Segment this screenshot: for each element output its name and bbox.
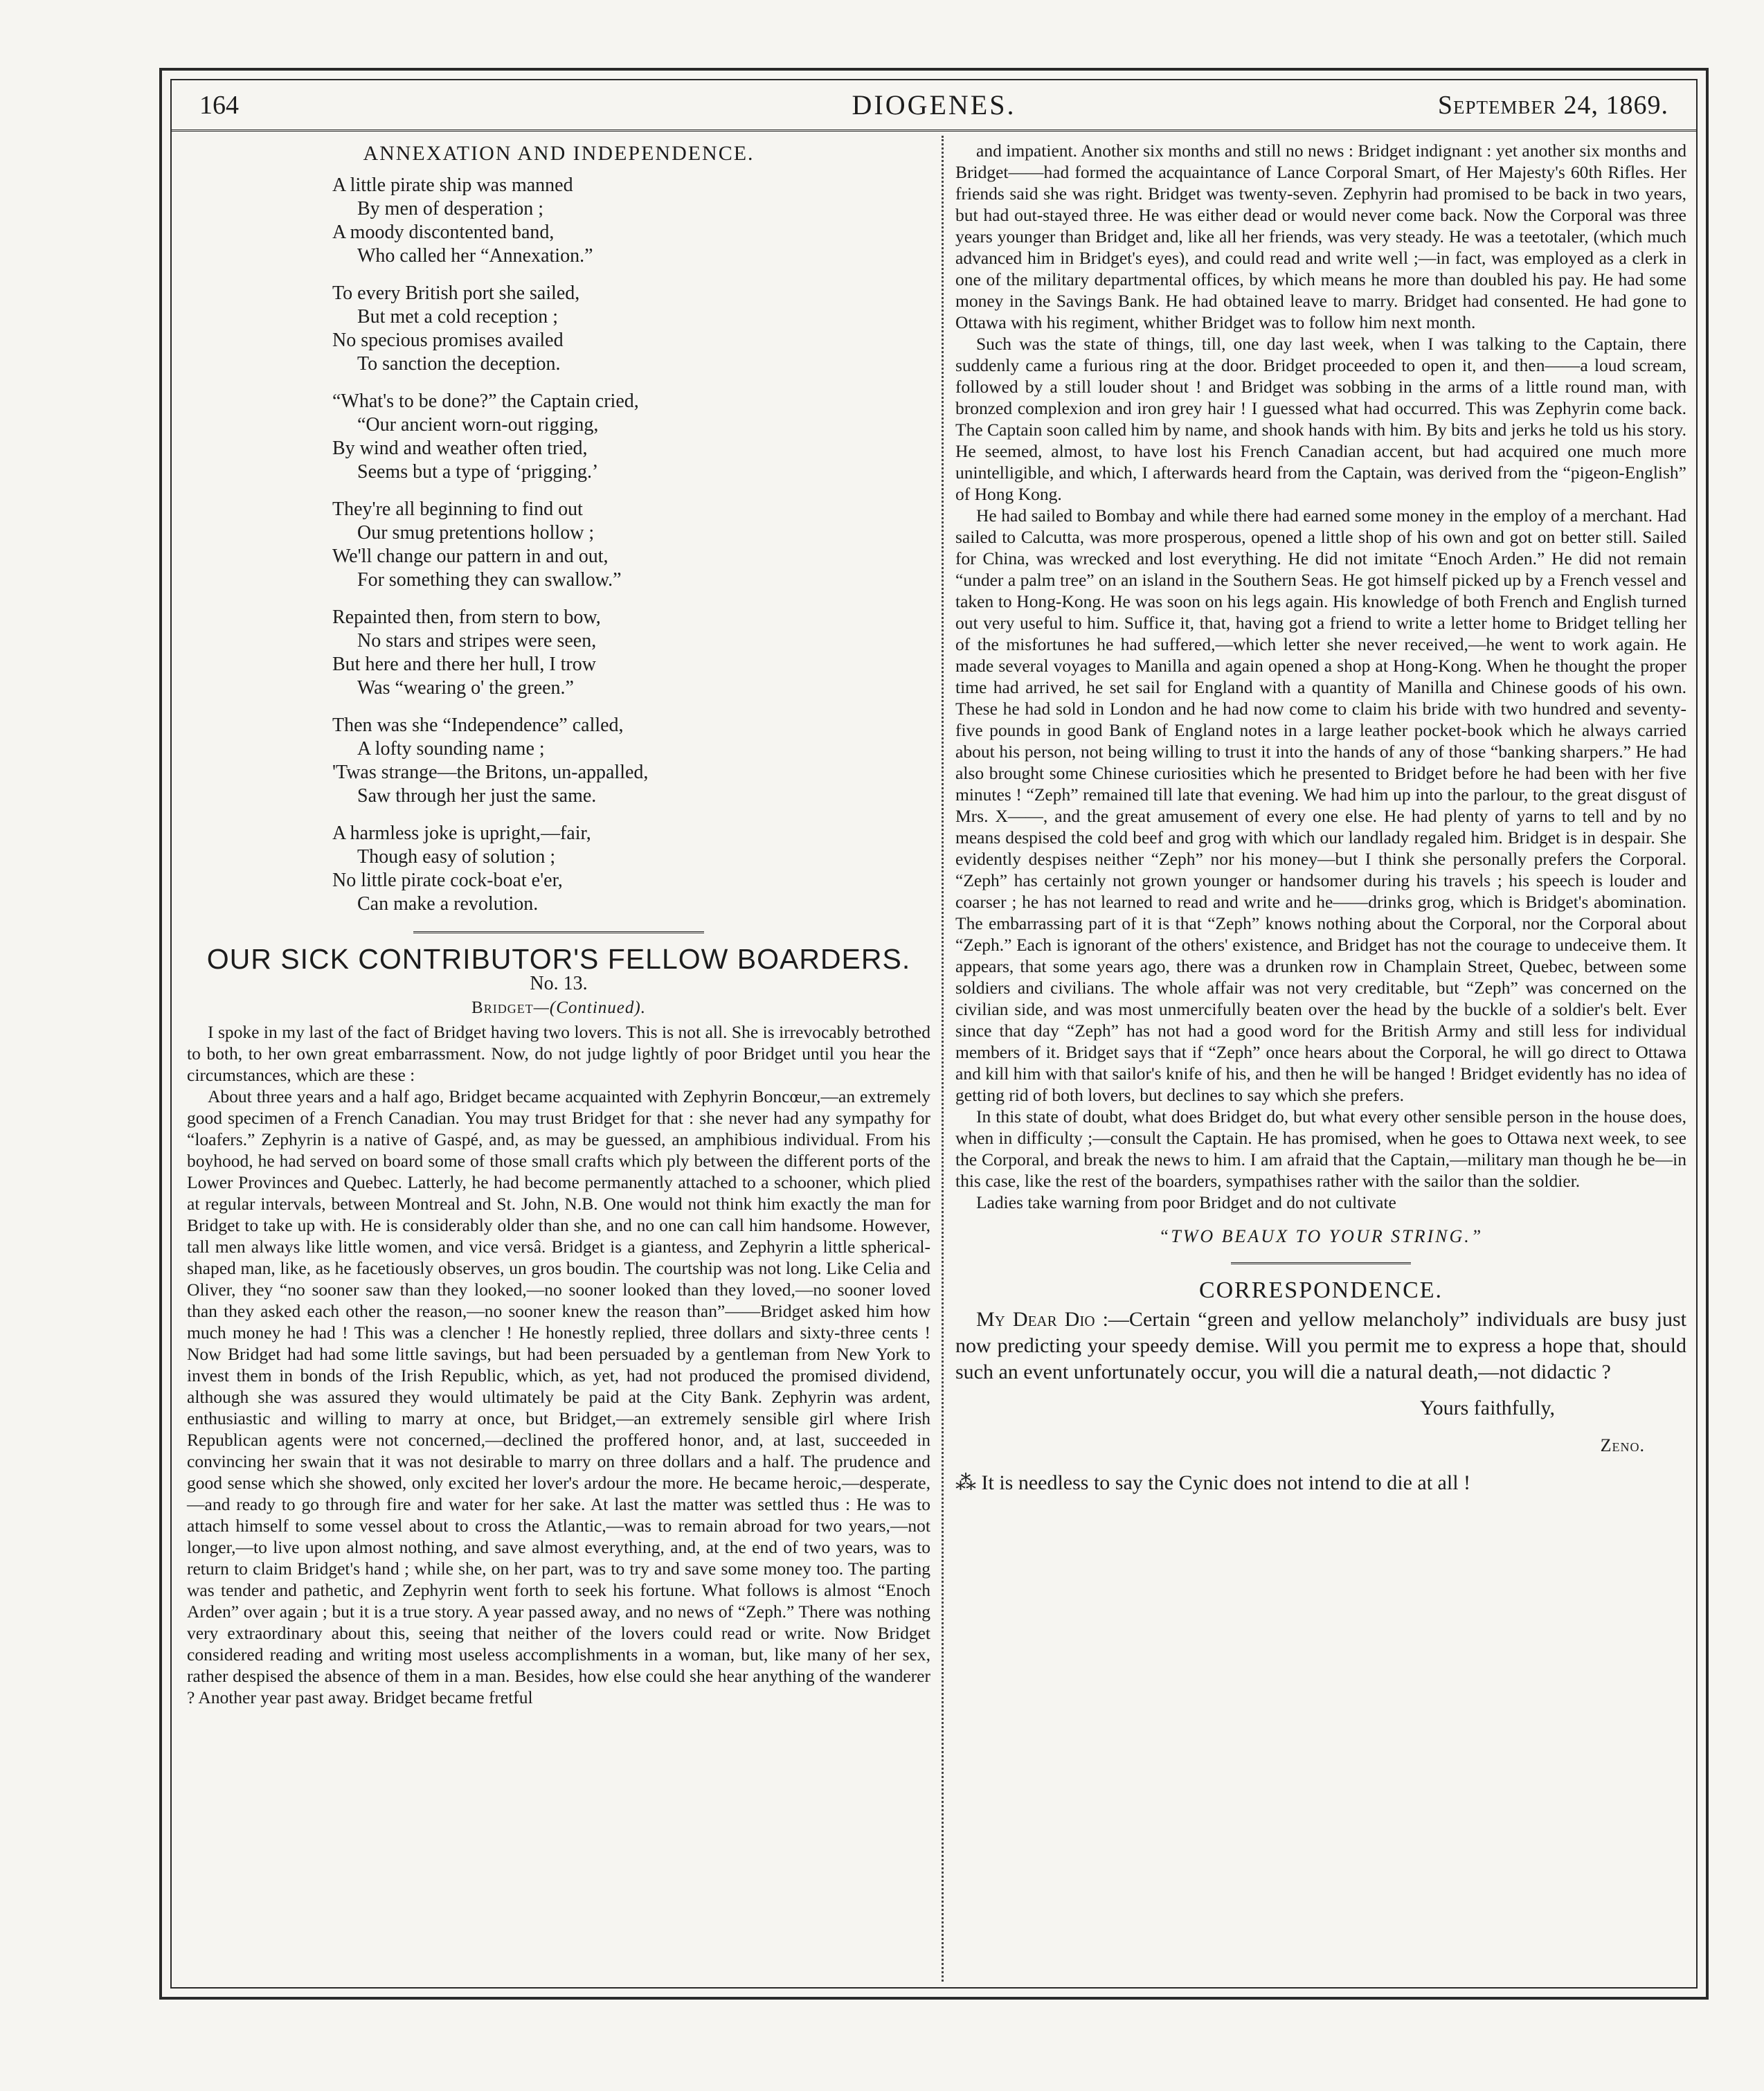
poem-line: To sanction the deception. (357, 353, 561, 375)
left-column (181, 140, 937, 1980)
poem-title: ANNEXATION AND INDEPENDENCE. (363, 142, 755, 165)
poem-line: “What's to be done?” the Captain cried, (332, 391, 639, 412)
poem-line: A lofty sounding name ; (357, 738, 545, 760)
poem-stanza (332, 606, 930, 700)
poem-line: For something they can swallow.” (357, 569, 622, 591)
poem-line: Saw through her just the same. (357, 785, 597, 807)
poem-line: A moody discontented band, (332, 222, 555, 243)
story-paragraph: About three years and a half ago, Bridget became acquainted with Zephyrin Boncœur,—an extremely good specimen of a French Canadian. You may trust Bridget for that : she never had any sympathy for “loafers.” Zephyrin is a native of Gaspé, and, as may be guessed, an amphibious individual. From his boyhood, he had served on board some of those small crafts which ply between the different ports of the Lower Provinces and Quebec. Latterly, he had become permanently attached to a schooner, which plied at regular intervals, between Montreal and St. John, N.B. One would not think him exactly the man for Bridget to take up with. He is considerably older than she, and no one can call him handsome. However, tall men always like little women, and vice versâ. Bridget is a giantess, and Zephyrin a little spherical-shaped man, like, as he facetiously observes, un gros boudin. The courtship was not long. Like Celia and Oliver, they “no sooner saw than they looked,—no sooner looked than they loved,—no sooner loved than they asked each other the reason,—no sooner knew the reason than”——Bridget asked him how much money he had ! This was a clencher ! He honestly replied, three dollars and sixty-three cents ! Now Bridget had had some little savings, but had been persuaded by a gentleman from New York to invest them in bonds of the Irish Republic, which, as yet, had not produced the promised dividend, although she was assured they would ultimately be paid at the City Bank. Zephyrin was ardent, enthusiastic and willing to marry at once, but Bridget,—an extremely sensible girl where Irish Republican agents were not concerned,—declined the proffered honor, and, at last, succeeded in convincing her swain that it was not desirable to marry on three dollars and a half. The prudence and good sense which she showed, only excited her lover's ardour the more. He became heroic,—desperate,—and ready to go through fire and water for her sake. At last the matter was settled thus : He was to attach himself to some vessel about to cross the Atlantic,—was to remain abroad for two years,—not longer,—to live upon almost nothing, and save almost everything, and, at the end of two years, was to return to claim Bridget's hand ; while she, on her part, was to try and save some money too. The parting was tender and pathetic, and Zephyrin went forth to seek his fortune. What follows is almost “Enoch Arden” over again ; but it is a true story. A year passed away, and no news of “Zeph.” There was nothing very extraordinary about this, seeing that neither of the lovers could read or write. Now Bridget considered reading and writing most useless accomplishments in a woman, but, like many of her sex, rather despised the absence of them in a man. Besides, how else could she hear anything of the wanderer ? Another year past away. Bridget became fretful (187, 1086, 930, 1707)
poem-line: A little pirate ship was manned (332, 174, 573, 196)
poem-line: We'll change our pattern in and out, (332, 546, 609, 567)
story-right-text (955, 140, 1686, 1213)
story-subtitle-note: —(Continued). (533, 998, 646, 1017)
editor-note: ⁂ It is needless to say the Cynic does not intend to die at all ! (955, 1471, 1471, 1494)
story-paragraph: and impatient. Another six months and still no news : Bridget indignant : yet another six months and Bridget——had formed the acquaintance of Lance Corporal Smart, of Her Majesty's 60th Rifles. Her friends said she was right. Bridget was twenty-seven. Zephyrin had promised to be back in two years, but had out-stayed three. He was either dead or would never come back. Now the Corporal was three years younger than Bridget and, like all her friends, was very steady. He was a teetotaler, (which much advanced him in Bridget's eyes), and could read and write well ;—in fact, was employed as a clerk in one of the military departmental offices, by which means he more than doubled his pay. He had some money in the Savings Bank. He had obtained leave to marry. Bridget had consented. He had gone to Ottawa with his regiment, whither Bridget was to follow him next month. (955, 141, 1686, 332)
poem-stanza (332, 174, 930, 268)
poem-stanza (332, 390, 930, 484)
story-paragraph: Such was the state of things, till, one day last week, when I was talking to the Captain, there suddenly came a furious ring at the door. Bridget proceeded to open it, and then——a loud scream, followed by a still louder shout ! and Bridget was sobbing in the arms of a little round man, with bronzed complexion and iron grey hair ! I guessed what had occurred. This was Zephyrin come back. The Captain soon called him by name, and shook hands with him. By bits and jerks he told us his story. He seemed, almost, to have lost his French Canadian accent, but had acquired one much more unintelligible, and which, I afterwards heard from the Captain, was derived from the “pigeon-English” of Hong Kong. (955, 334, 1686, 504)
story-subtitle-name: Bridget (471, 998, 534, 1017)
column-divider (942, 136, 944, 1982)
story-paragraph: He had sailed to Bombay and while there had earned some money in the employ of a merchant. Had sailed to Calcutta, was more prosperous, opened a little shop of his own and got on better still. Sailed for China, was wrecked and lost everything. He did not imitate “Enoch Arden.” He did not remain “under a palm tree” on an island in the Southern Seas. He got himself picked up by a French vessel and taken to Hong-Kong. He was soon on his legs again. His knowledge of both French and English turned out very useful to him. Suffice it, that, having got a friend to write a letter home to Bridget telling her of the misfortunes he had suffered,—which letter she never received,—he went to work again. He made several voyages to Manilla and again opened a shop at Hong-Kong. When he thought the proper time had arrived, he set sail for England with a quantity of Manilla and Chinese goods of his own. These he had sold in London and he had now come to claim his bride with two hundred and seventy-five pounds in good Bank of England notes in a large leather pocket-book which he always carried about his person, not being willing to trust it into the hands of any of those “banking sharpers.” He had also brought some Chinese curiosities which he presented to Bridget before he had been with her five minutes ! “Zeph” remained till late that evening. We had him up into the parlour, to the great disgust of Mrs. X——, and the great amusement of every one else. He had plenty of yarns to tell and by no means despised the cold beef and grog with which our landlady regaled him. Bridget is in despair. She evidently despises neither “Zeph” nor his money—but I think she personally prefers the Corporal. “Zeph” has certainly not grown younger or handsomer during his travels ; his speech is louder and coarser ; he has not learned to read and write and he——drinks grog, which is Bridget's abomination. The embarrassing part of it is that “Zeph” knows nothing about the Corporal, nor the Corporal about “Zeph.” Each is ignorant of the others' existence, and Bridget has not the courage to undeceive them. It appears, that some years ago, there was a drunken row in Champlain Street, Quebec, between some soldiers and civilians. The whole affair was not very creditable, but “Zeph” was concerned on the civilian side, and was most unmercifully beaten over the head by the buckle of a soldier's belt. Ever since that day “Zeph” has not had a good word for the British Army and still less for individual members of it. Bridget says that if “Zeph” once hears about the Corporal, he will go direct to Ottawa and kill him with that sailor's knife of his, and then he will be hanged ! Bridget evidently has no idea of getting rid of both lovers, but declines to say which she prefers. (955, 505, 1686, 1105)
story-subtitle (187, 997, 930, 1018)
poem-body (187, 174, 930, 916)
letter-signoff: Yours faithfully, (1419, 1397, 1555, 1419)
story-paragraph: I spoke in my last of the fact of Bridget having two lovers. This is not all. She is irrevocably betrothed to both, to her own great embarrassment. Now, do not judge lightly of poor Bridget until you hear the circumstances, which are these : (187, 1022, 930, 1085)
letter-signature: Zeno. (1600, 1435, 1645, 1455)
poem-line: 'Twas strange—the Britons, un-appalled, (332, 762, 649, 783)
poem-line: “Our ancient worn-out rigging, (357, 414, 599, 436)
correspondence-letter (955, 1307, 1686, 1496)
story-title: OUR SICK CONTRIBUTOR'S FELLOW BOARDERS. (206, 943, 911, 975)
story-paragraph: Ladies take warning from poor Bridget and do not cultivate (976, 1192, 1396, 1212)
poem-line: No stars and stripes were seen, (357, 630, 597, 652)
poem-line: Who called her “Annexation.” (357, 245, 593, 267)
poem-stanza (332, 822, 930, 916)
poem-line: Seems but a type of ‘prigging.’ (357, 461, 599, 483)
letter-salutation: My Dear Dio (976, 1308, 1095, 1331)
poem-line: A harmless joke is upright,—fair, (332, 823, 591, 844)
correspondence-title: CORRESPONDENCE. (1198, 1277, 1443, 1303)
poem-stanza (332, 498, 930, 592)
letter-body: :—Certain “green and yellow melancholy” individuals are busy just now predicting your speedy demise. Will you permit me to express a hope that, should such an event unfortunately occur, you will die a natural death,—not didactic ? (955, 1308, 1687, 1383)
page-frame (170, 79, 1698, 1989)
poem-line: But here and there her hull, I trow (332, 654, 596, 675)
poem-line: Was “wearing o' the green.” (357, 677, 574, 699)
poem-line: No specious promises availed (332, 330, 564, 351)
right-column (948, 140, 1691, 1980)
issue-date: September 24, 1869. (1437, 91, 1668, 120)
poem-line: They're all beginning to find out (332, 499, 583, 520)
section-rule (1231, 1262, 1411, 1264)
poem-line: To every British port she sailed, (332, 282, 580, 304)
poem-stanza (332, 714, 930, 808)
story-number: No. 13. (530, 973, 588, 994)
poem-line: By wind and weather often tried, (332, 438, 588, 459)
masthead (172, 80, 1696, 132)
newspaper-page (159, 68, 1709, 2000)
story-left-text (187, 1021, 930, 1708)
poem-line: Repainted then, from stern to bow, (332, 607, 601, 628)
poem-line: But met a cold reception ; (357, 306, 559, 327)
poem-line: Though easy of solution ; (357, 846, 556, 868)
poem-line: Our smug pretentions hollow ; (357, 522, 595, 544)
publication-title: DIOGENES. (852, 89, 1016, 120)
section-rule (413, 931, 704, 933)
poem-line: No little pirate cock-boat e'er, (332, 870, 563, 891)
page-number: 164 (199, 91, 239, 120)
poem-stanza (332, 282, 930, 376)
story-slogan: “TWO BEAUX TO YOUR STRING.” (1158, 1226, 1484, 1246)
poem-line: Can make a revolution. (357, 893, 539, 915)
story-paragraph: In this state of doubt, what does Bridget do, but what every other sensible person in the house does, when in difficulty ;—consult the Captain. He has promised, when he goes to Ottawa next week, to see the Corporal, and break the news to him. I am afraid that the Captain,—military man though he be—in this case, like the rest of the boarders, sympathises rather with the sailor than the soldier. (955, 1106, 1686, 1191)
poem-line: By men of desperation ; (357, 198, 544, 219)
poem-line: Then was she “Independence” called, (332, 715, 624, 736)
